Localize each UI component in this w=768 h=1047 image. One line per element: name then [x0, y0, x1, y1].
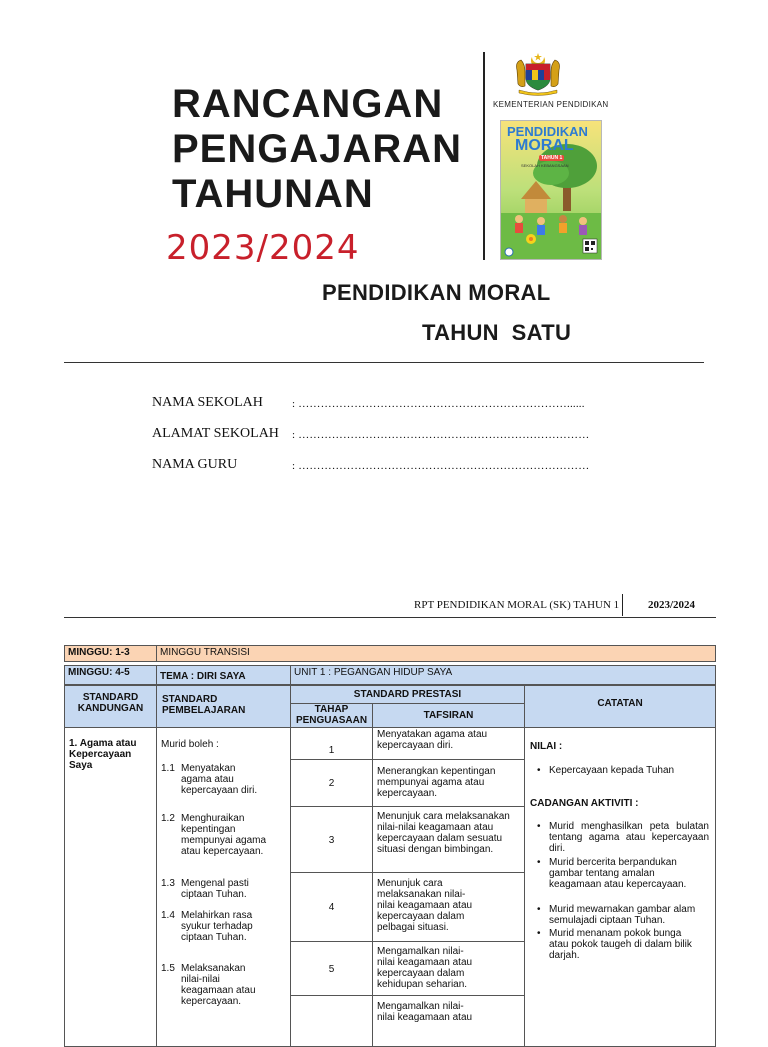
header-tahap-penguasaan-text: TAHAP PENGUASAAN — [295, 704, 368, 726]
theme-cell — [156, 665, 291, 685]
week-4-5-cell — [64, 665, 157, 685]
tafsiran-1-cell — [372, 727, 525, 760]
book-title-line-1: PENDIDIKAN — [507, 124, 588, 139]
pembelajaran-num-2: 1.2 — [161, 813, 175, 824]
transition-week-cell — [156, 645, 716, 662]
unit-label: UNIT 1 : PEGANGAN HIDUP SAYA — [294, 667, 453, 678]
cover-title-line-2: PENGAJARAN — [172, 127, 463, 171]
school-address-label: ALAMAT SEKOLAH — [152, 426, 279, 441]
pembelajaran-item-5: Melaksanakan nilai-nilai keagamaan atau kepercayaan. — [181, 963, 256, 1007]
year-level-title: TAHUN SATU — [422, 320, 572, 345]
header-underline — [64, 617, 716, 618]
pembelajaran-item-3: Mengenal pasti ciptaan Tuhan. — [181, 878, 249, 900]
tafsiran-6: Mengamalkan nilai-nilai keagamaan atau — [377, 1001, 473, 1023]
cover-separator — [64, 362, 704, 363]
tafsiran-5-cell — [372, 941, 525, 996]
pembelajaran-num-5: 1.5 — [161, 963, 175, 974]
pembelajaran-intro: Murid boleh : — [161, 739, 219, 750]
textbook-cover-image — [500, 120, 602, 260]
cover-title-line-3: TAHUNAN — [172, 172, 374, 216]
nilai-label: NILAI : — [530, 741, 563, 752]
rpt-header-year: 2023/2024 — [648, 599, 696, 611]
tahap-4-cell — [290, 872, 373, 942]
cover-title — [172, 82, 462, 217]
tafsiran-1: Menyatakan agama atau kepercayaan diri. — [377, 729, 488, 751]
unit-cell — [290, 665, 716, 685]
tahap-1: 1 — [328, 745, 335, 756]
pembelajaran-item-4: Melahirkan rasa syukur terhadap ciptaan Tuhan. — [181, 910, 253, 943]
tahap-6-cell — [290, 995, 373, 1047]
pembelajaran-item-2: Menghuraikan kepentingan mempunyai agama atau kepercayaan. — [181, 813, 267, 857]
tahap-5: 5 — [328, 964, 335, 975]
school-address-field[interactable]: : …………………………………………………………………… — [292, 429, 590, 441]
teacher-name-field[interactable]: : …………………………………………………………………… — [292, 460, 590, 472]
tafsiran-4-cell — [372, 872, 525, 942]
tahap-3-cell — [290, 806, 373, 873]
pembelajaran-cell — [156, 727, 291, 1047]
header-divider — [622, 594, 623, 616]
header-tafsiran — [372, 703, 525, 728]
tahap-5-cell — [290, 941, 373, 996]
rpt-header-title: RPT PENDIDIKAN MORAL (SK) TAHUN 1 — [414, 599, 620, 611]
aktiviti-label: CADANGAN AKTIVITI : — [530, 798, 639, 809]
header-catatan-text: CATATAN — [597, 698, 643, 709]
kandungan-text — [69, 738, 153, 771]
header-tafsiran-text: TAFSIRAN — [423, 710, 474, 721]
tafsiran-3: Menunjuk cara melaksanakan nilai-nilai keagamaan atau kepercayaan dalam sesuatu situasi dengan bimbingan. — [377, 811, 510, 855]
week-1-3-label: MINGGU: 1-3 — [68, 647, 130, 658]
nilai-item-1: • Kepercayaan kepada Tuhan — [549, 765, 709, 776]
book-subtitle: SEKOLAH KEBANGSAAN — [521, 163, 569, 168]
aktiviti-item-1: • Murid menghasilkan peta bulatan tentang agama atau kepercayaan diri. — [549, 821, 709, 854]
ministry-label: KEMENTERIAN PENDIDIKAN — [493, 100, 609, 109]
pembelajaran-num-1: 1.1 — [161, 763, 175, 774]
aktiviti-item-2: • Murid bercerita berpandukan gambar tentang amalan keagamaan atau kepercayaan. — [549, 857, 691, 890]
header-tahap-penguasaan — [290, 703, 373, 728]
school-name-field[interactable]: : ………………………………………………………………...... — [292, 398, 585, 410]
coat-of-arms-logo — [513, 52, 563, 96]
tahap-2: 2 — [328, 778, 335, 789]
pembelajaran-item-1: Menyatakan agama atau kepercayaan diri. — [181, 763, 258, 796]
header-standard-prestasi-text: STANDARD PRESTASI — [353, 689, 462, 700]
teacher-name-label: NAMA GURU — [152, 457, 238, 472]
book-badge: TAHUN 1 — [541, 155, 563, 161]
tafsiran-6-cell — [372, 995, 525, 1047]
cover-title-line-1: RANCANGAN — [172, 82, 444, 126]
tahap-2-cell — [290, 759, 373, 807]
cover-year: 2023/2024 — [166, 228, 360, 268]
header-standard-pembelajaran-text: STANDARD PEMBELAJARAN — [162, 694, 246, 716]
aktiviti-item-4: • Murid menanam pokok bunga atau pokok taugeh di dalam bilik darjah. — [549, 928, 699, 961]
transition-week-label: MINGGU TRANSISI — [160, 647, 250, 658]
tafsiran-5: Mengamalkan nilai-nilai keagamaan atau kepercayaan dalam kehidupan seharian. — [377, 946, 473, 990]
header-standard-prestasi — [290, 685, 525, 704]
rpt-table — [64, 645, 716, 1035]
tafsiran-3-cell — [372, 806, 525, 873]
header-standard-pembelajaran — [156, 685, 291, 728]
tahap-3: 3 — [328, 835, 335, 846]
tafsiran-2-cell — [372, 759, 525, 807]
header-catatan — [524, 685, 716, 728]
cover-divider — [483, 52, 485, 260]
header-standard-kandungan-text: STANDARD KANDUNGAN — [77, 692, 144, 714]
kandungan-cell — [64, 727, 157, 1047]
school-name-label: NAMA SEKOLAH — [152, 395, 263, 410]
pembelajaran-num-4: 1.4 — [161, 910, 175, 921]
header-standard-kandungan — [64, 685, 157, 728]
book-title-line-2: MORAL — [515, 137, 574, 154]
theme-label: TEMA : DIRI SAYA — [160, 671, 246, 682]
kandungan-label: 1. Agama atau Kepercayaan Saya — [69, 738, 137, 771]
week-1-3-cell — [64, 645, 157, 662]
week-4-5-label: MINGGU: 4-5 — [68, 667, 130, 678]
tahap-1-cell — [290, 727, 373, 760]
catatan-cell — [524, 727, 716, 1047]
tafsiran-2: Menerangkan kepentingan mempunyai agama atau kepercayaan. — [377, 766, 496, 799]
subject-title: PENDIDIKAN MORAL — [322, 280, 551, 305]
aktiviti-item-3: • Murid mewarnakan gambar alam semulajadi ciptaan Tuhan. — [549, 904, 709, 926]
pembelajaran-num-3: 1.3 — [161, 878, 175, 889]
tafsiran-4: Menunjuk cara melaksanakan nilai-nilai keagamaan atau kepercayaan dalam pelbagai situasi. — [377, 878, 473, 933]
tahap-4: 4 — [328, 902, 335, 913]
